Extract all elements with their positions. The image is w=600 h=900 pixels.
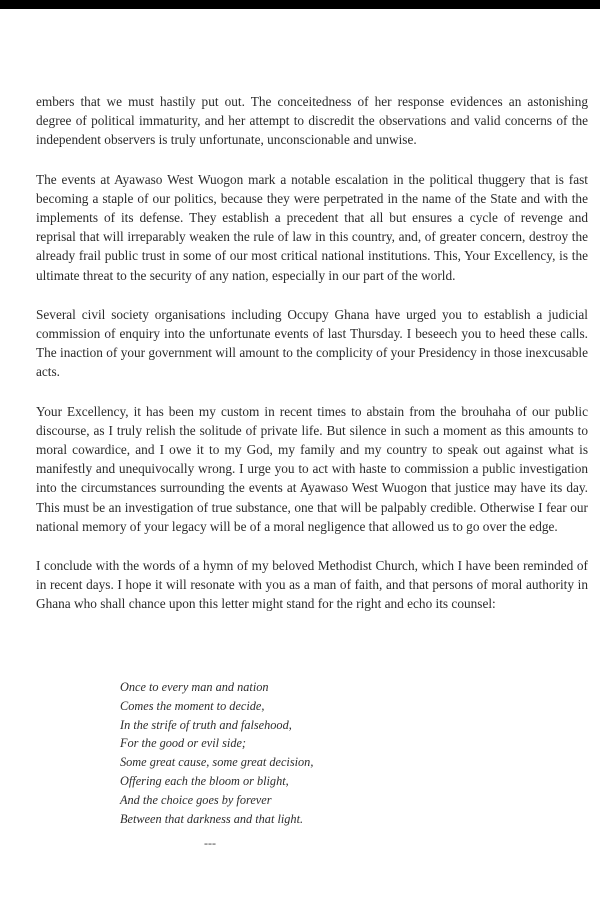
top-bar: [0, 0, 600, 9]
section-separator: ---: [204, 836, 216, 850]
hymn-verse: [120, 678, 313, 828]
paragraph-2: The events at Ayawaso West Wuogon mark a notable escalation in the political thuggery that is fast becoming a staple of our politics, because they were perpetrated in the name of the State and with the implements of its defense. They establish a precedent that all but ensures a cycle of revenge and reprisal that will irreparably weaken the rule of law in this country, and, of greater concern, destroy the already frail public trust in some of our most critical national institutions. This, Your Excellency, is the ultimate threat to the security of any nation, especially in our part of the world.: [36, 171, 588, 283]
hymn-line: Some great cause, some great decision,: [120, 755, 314, 770]
letter-body: [36, 92, 588, 634]
hymn-line: For the good or evil side;: [120, 736, 247, 751]
hymn-line: And the choice goes by forever: [120, 792, 272, 807]
paragraph-5: I conclude with the words of a hymn of my beloved Methodist Church, which I have been reminded of in recent days. I hope it will resonate with you as a man of faith, and that persons of moral authority in Ghana who shall chance upon this letter might stand for the right and echo its counsel:: [36, 558, 588, 612]
paragraph-1: embers that we must hastily put out. The conceitedness of her response evidences an astonishing degree of political immaturity, and her attempt to discredit the observations and valid concerns of the independent observers is truly unfortunate, unconscionable and unwise.: [36, 94, 588, 148]
hymn-line: Offering each the bloom or blight,: [120, 773, 289, 788]
hymn-line: In the strife of truth and falsehood,: [120, 717, 292, 732]
hymn-line: Comes the moment to decide,: [120, 698, 265, 713]
paragraph-4: Your Excellency, it has been my custom in recent times to abstain from the brouhaha of our public discourse, as I truly relish the solitude of private life. But silence in such a moment as this amounts to moral cowardice, and I owe it to my God, my family and my country to speak out against what is manifestly and unequivocally wrong. I urge you to act with haste to commission a public investigation into the circumstances surrounding the events at Ayawaso West Wuogon that justice may have its day. This must be an investigation of true substance, one that will be palpably credible. Otherwise I fear our national memory of your legacy will be of a moral negligence that allowed us to go over the edge.: [36, 403, 588, 534]
hymn-line: Once to every man and nation: [120, 680, 269, 694]
hymn-line: Between that darkness and that light.: [120, 811, 304, 826]
paragraph-3: Several civil society organisations including Occupy Ghana have urged you to establish a judicial commission of enquiry into the unfortunate events of last Thursday. I beseech you to heed these calls. The inaction of your government will amount to the complicity of your Presidency in those inexcusable acts.: [36, 306, 588, 380]
